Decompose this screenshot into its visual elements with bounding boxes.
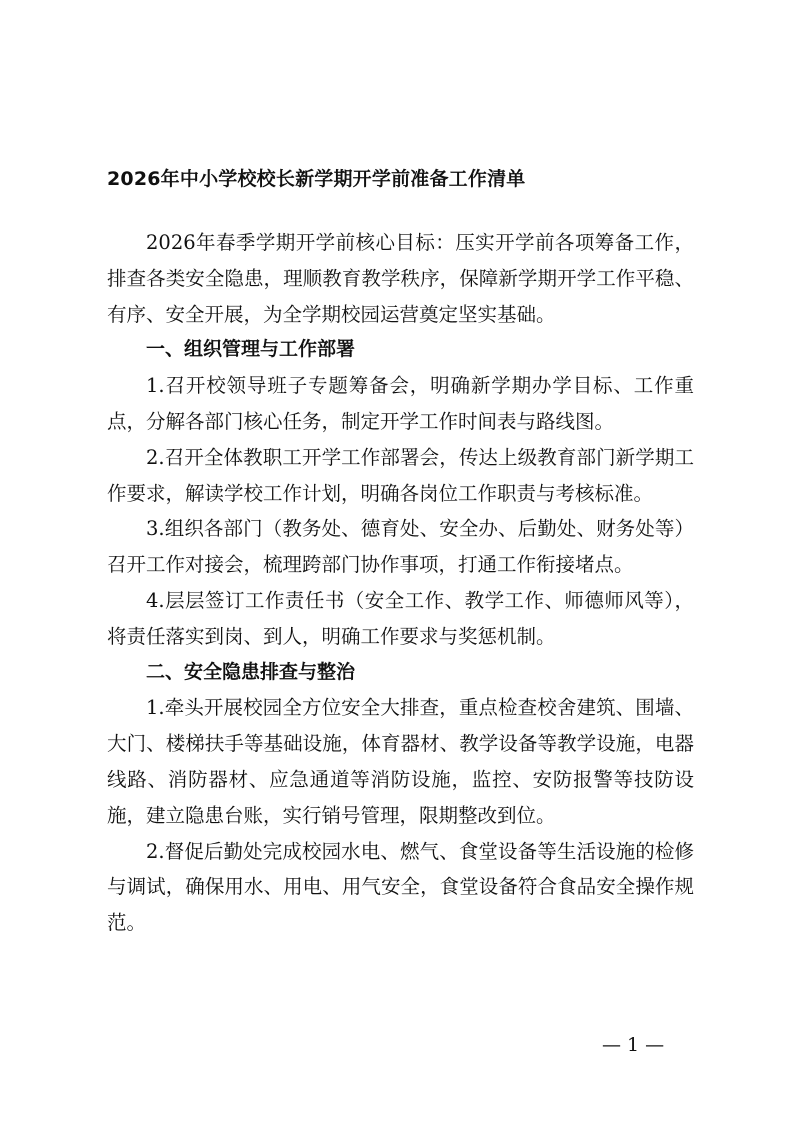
page-number: — 1 — xyxy=(602,1034,665,1056)
section-1-item-2: 2.召开全体教职工开学工作部署会，传达上级教育部门新学期工作要求，解读学校工作计划，明确各岗位工作职责与考核标准。 xyxy=(107,445,694,505)
section-1-item-1: 1.召开校领导班子专题筹备会，明确新学期办学目标、工作重点，分解各部门核心任务，制定开学工作时间表与路线图。 xyxy=(107,374,694,433)
document-body xyxy=(107,225,694,941)
section-1-item-4: 4.层层签订工作责任书（安全工作、教学工作、师德师风等），将责任落实到岗、到人，明确工作要求与奖惩机制。 xyxy=(107,588,694,648)
document-title: 2026年中小学校校长新学期开学前准备工作清单 xyxy=(107,168,526,190)
intro-paragraph: 2026年春季学期开学前核心目标：压实开学前各项筹备工作，排查各类安全隐患，理顺教育教学秩序，保障新学期开学工作平稳、有序、安全开展，为全学期校园运营奠定坚实基础。 xyxy=(107,231,694,326)
section-heading-organization: 一、组织管理与工作部署 xyxy=(146,338,356,361)
section-2-item-1: 1.牵头开展校园全方位安全大排查，重点检查校舍建筑、围墙、大门、楼梯扶手等基础设施，体育器材、教学设备等教学设施，电器线路、消防器材、应急通道等消防设施，监控、安防报警等技防设施，建立隐患台账，实行销号管理，限期整改到位。 xyxy=(107,696,694,827)
section-2-item-2: 2.督促后勤处完成校园水电、燃气、食堂设备等生活设施的检修与调试，确保用水、用电、用气安全，食堂设备符合食品安全操作规范。 xyxy=(107,839,694,935)
section-1-item-3: 3.组织各部门（教务处、德育处、安全办、后勤处、财务处等）召开工作对接会，梳理跨部门协作事项，打通工作衔接堵点。 xyxy=(107,517,694,577)
section-heading-safety: 二、安全隐患排查与整治 xyxy=(146,660,356,683)
